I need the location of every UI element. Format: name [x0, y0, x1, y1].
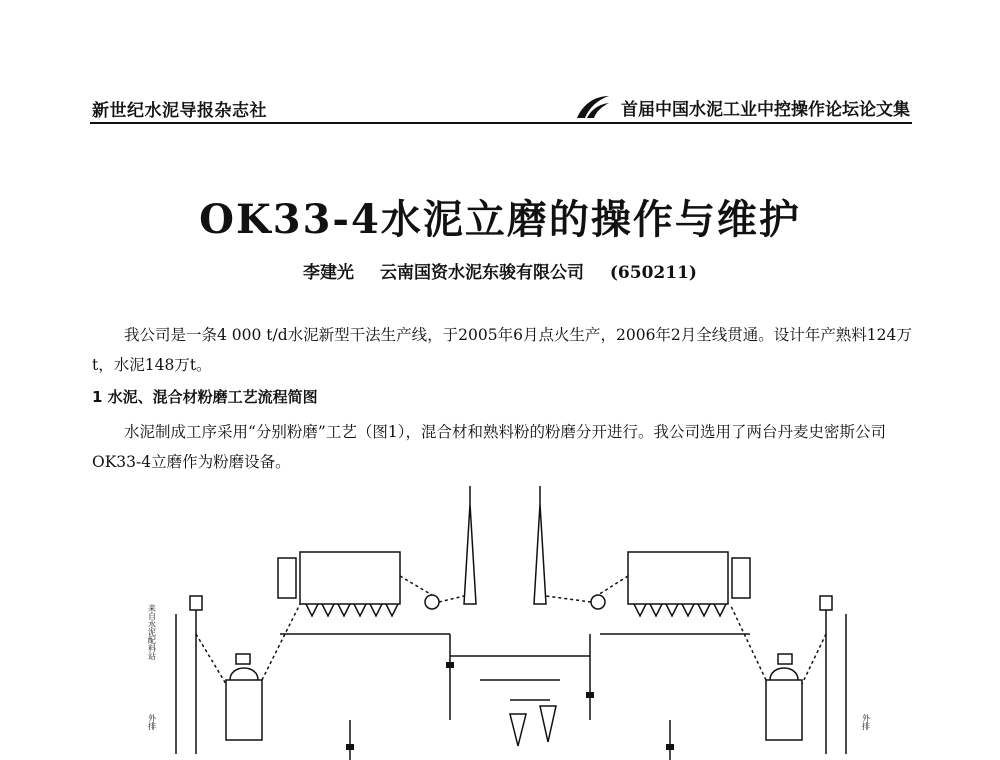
fig-label-left-source: 来自水泥配料站 — [147, 604, 157, 660]
intro-paragraph: 我公司是一条4 000 t/d水泥新型干法生产线，于2005年6月点火生产，2006年2月全线贯通。设计年产熟料124万t，水泥148万t。 — [92, 326, 912, 374]
author-affiliation: 云南国资水泥东骏有限公司 — [379, 263, 584, 283]
fig-label-right-outlet: 外排 — [861, 714, 871, 730]
left-chimney — [464, 504, 476, 604]
journal-name: 新世纪水泥导报杂志社 — [92, 101, 267, 121]
left-fan — [425, 595, 439, 609]
right-fan — [591, 595, 605, 609]
left-cyclone — [278, 558, 296, 598]
swoosh-logo-icon — [575, 94, 611, 120]
proceedings-title-text: 首届中国水泥工业中控操作论坛论文集 — [621, 99, 910, 120]
header-rule — [90, 122, 912, 124]
author-line — [0, 258, 1000, 283]
silo-1 — [510, 714, 526, 746]
process-paragraph: 水泥制成工序采用“分别粉磨”工艺（图1），混合材和熟料粉的粉磨分开进行。我公司选用了两台丹麦史密斯公司OK33-4立磨作为粉磨设备。 — [92, 423, 886, 471]
process-flow-diagram — [130, 484, 880, 760]
left-vertical-mill — [226, 680, 262, 740]
left-feed-bin — [190, 596, 202, 610]
section-heading: 1 水泥、混合材粉磨工艺流程简图 — [92, 388, 318, 406]
right-vertical-mill — [766, 680, 802, 740]
right-baghouse — [628, 552, 728, 604]
author-postcode: (650211) — [609, 263, 697, 283]
right-feed-bin — [820, 596, 832, 610]
paper-title: OK33-4水泥立磨的操作与维护 — [199, 196, 801, 243]
right-cyclone — [732, 558, 750, 598]
author-name: 李建光 — [303, 263, 355, 283]
proceedings-title — [575, 94, 910, 120]
fig-label-left-outlet: 外排 — [147, 714, 157, 730]
left-baghouse — [300, 552, 400, 604]
right-chimney — [534, 504, 546, 604]
silo-2 — [540, 706, 556, 742]
